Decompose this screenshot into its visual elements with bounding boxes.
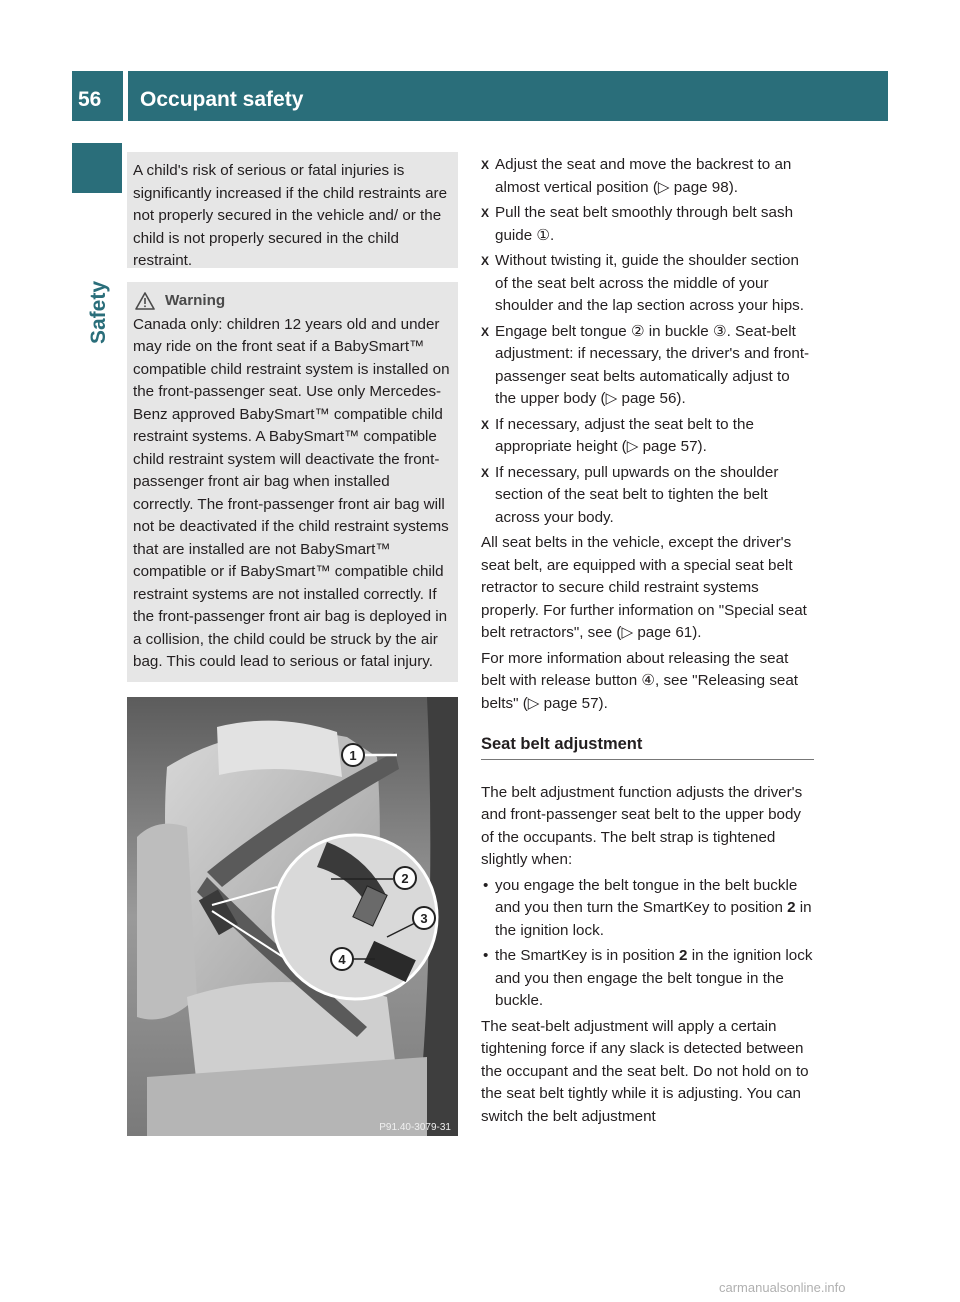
- warning-label: Warning: [165, 292, 226, 309]
- callout-4: [331, 948, 353, 970]
- bullet-bold: 2: [679, 947, 688, 964]
- bullet-bold: 2: [787, 899, 796, 916]
- callout-1: [342, 744, 364, 766]
- step-arrow-icon: X: [481, 254, 490, 268]
- side-block: [72, 143, 122, 193]
- subheading-seat-belt-adjustment: Seat belt adjustment: [481, 733, 814, 760]
- step-arrow-icon: X: [481, 417, 490, 432]
- bullet-item: [481, 875, 814, 943]
- child-risk-text: A child's risk of serious or fatal injuries is significantly increased if the child restraints are not properly secured in the vehicle and/ or the child is not properly secured in the child restraint.: [133, 162, 448, 269]
- section-title: Occupant safety: [140, 88, 304, 111]
- child-risk-box: [127, 152, 458, 268]
- step-item: [481, 154, 814, 199]
- warning-triangle-icon: [135, 292, 155, 310]
- step-text: Adjust the seat and move the backrest to an almost vertical position (▷ page 98).: [495, 156, 792, 196]
- seat-belt-drawing: [127, 697, 458, 1136]
- page-number: 56: [78, 88, 102, 111]
- bullet-text-b: in the ignition lock.: [495, 899, 812, 939]
- bullet-dot: •: [483, 947, 489, 964]
- retractor-paragraph: All seat belts in the vehicle, except the driver's seat belt, are equipped with a special seat belt retractor to secure child restraint systems properly. For further information on "Special seat belt retractors", see (▷ page 61).: [481, 534, 807, 641]
- warning-text: Canada only: children 12 years old and under may ride on the front seat if a BabySmart™ compatible child restraint system is installed on the front-passenger seat. Use only Mercedes-Benz approved BabySmart™ compatible child restraint systems. A BabySmart™ compatible child restraint system will deactivate the front-passenger front air bag when installed correctly. The front-passenger front air bag will not be deactivated if the child restraint systems that are installed are not BabySmart™ compatible or if BabySmart™ compatible child restraint systems are not installed correctly. If the front-passenger front air bag is deployed in a collision, the child could be struck by the air bag. This could lead to serious or fatal injury.: [133, 315, 450, 670]
- step-arrow-icon: X: [481, 324, 490, 339]
- right-column: [481, 154, 814, 1131]
- header-divider: [123, 71, 128, 121]
- bullet-text-b: in the ignition lock and you then engage the belt tongue in the buckle.: [495, 947, 813, 1009]
- tightening-paragraph: The seat-belt adjustment will apply a certain tightening force if any slack is detected between the occupant and the seat belt. Do not hold on to the seat belt tightly while it is adjusting. You can switch the belt adjustment: [481, 1017, 809, 1125]
- callout-2: [394, 867, 416, 889]
- callout-3: [413, 907, 435, 929]
- side-tab: [84, 208, 116, 348]
- step-arrow-icon: X: [481, 158, 490, 172]
- step-item: [481, 321, 814, 411]
- release-paragraph: For more information about releasing the seat belt with release button ④, see "Releasing seat belts" (▷ page 57).: [481, 649, 799, 712]
- step-item: [481, 202, 814, 247]
- step-item: [481, 462, 814, 530]
- step-text: Engage belt tongue ② in buckle ③. Seat-belt adjustment: if necessary, the driver's and front-passenger seat belts automatically adjust to the upper body (▷ page 56).: [495, 322, 810, 407]
- step-text: If necessary, adjust the seat belt to the appropriate height (▷ page 57).: [495, 415, 754, 455]
- bullet-dot: •: [483, 876, 489, 894]
- step-item: [481, 414, 814, 459]
- warning-heading: [133, 290, 452, 313]
- step-arrow-icon: X: [481, 206, 490, 220]
- bullet-text-a: you engage the belt tongue in the belt buckle and you then turn the SmartKey to position: [495, 876, 798, 916]
- seat-belt-illustration: [127, 697, 458, 1136]
- warning-box: [127, 282, 458, 682]
- step-text: If necessary, pull upwards on the shoulder section of the seat belt to tighten the belt across your body.: [495, 463, 779, 526]
- step-item: [481, 250, 814, 318]
- image-code: P91.40-3079-31: [379, 1122, 451, 1133]
- adjustment-intro: The belt adjustment function adjusts the driver's and front-passenger seat belt to the upper body of the occupants. The belt strap is tightened slightly when:: [481, 783, 803, 868]
- watermark: carmanualsonline.info: [719, 1280, 846, 1295]
- bullet-item: [481, 945, 814, 1013]
- svg-text:2: 2: [401, 871, 409, 886]
- svg-text:1: 1: [349, 748, 357, 763]
- svg-text:4: 4: [338, 952, 346, 967]
- svg-text:3: 3: [420, 911, 428, 926]
- step-text: Pull the seat belt smoothly through belt sash guide ①.: [495, 204, 794, 244]
- bullet-text-a: the SmartKey is in position: [495, 947, 680, 964]
- step-text: Without twisting it, guide the shoulder section of the seat belt across the middle of your shoulder and the lap section across your hips.: [495, 252, 804, 314]
- side-tab-label: Safety: [87, 280, 110, 344]
- step-arrow-icon: X: [481, 465, 490, 480]
